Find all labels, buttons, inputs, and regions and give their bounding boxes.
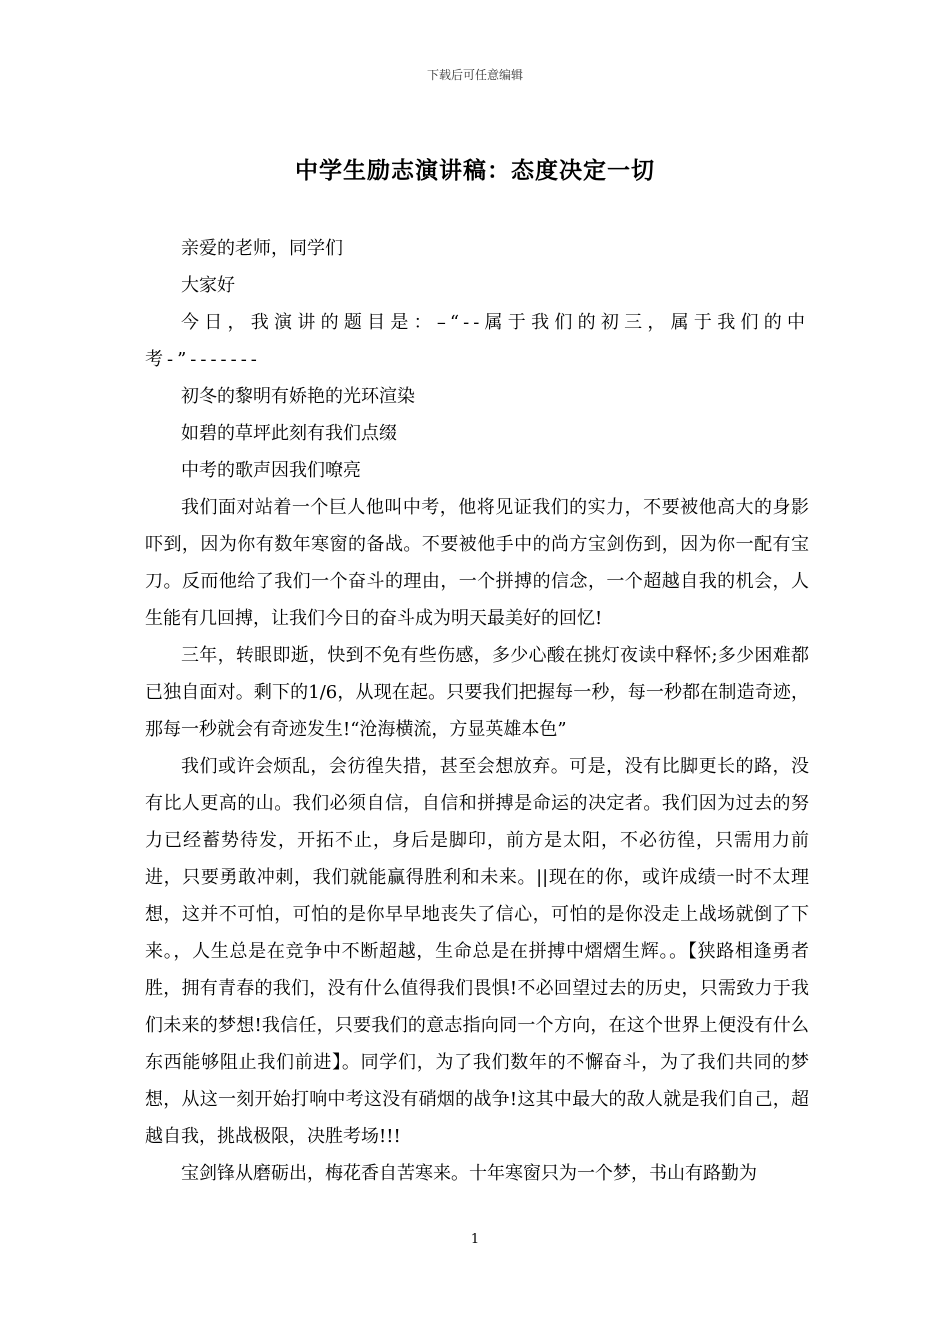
paragraph-poem-line-3: 中考的歌声因我们嘹亮 xyxy=(181,460,361,481)
paragraph-hello: 大家好 xyxy=(181,275,235,296)
paragraph-poem-line-1: 初冬的黎明有娇艳的光环渲染 xyxy=(181,386,415,407)
paragraph-poem-line-2: 如碧的草坪此刻有我们点缀 xyxy=(181,423,397,444)
paragraph-greeting: 亲爱的老师，同学们 xyxy=(181,238,343,259)
document-title: 中学生励志演讲稿：态度决定一切 xyxy=(295,158,655,184)
paragraph-giant: 我们面对站着一个巨人他叫中考，他将见证我们的实力，不要被他高大的身影吓到，因为你有数年寒窗的备战。不要被他手中的尚方宝剑伤到，因为你一配有宝刀。反而他给了我们一个奋斗的理由，一个拼搏的信念，一个超越自我的机会，人生能有几回搏，让我们今日的奋斗成为明天最美好的回忆! xyxy=(145,497,809,629)
header-note: 下载后可任意编辑 xyxy=(426,68,523,82)
page-number: 1 xyxy=(470,1232,480,1247)
paragraph-three-years: 三年，转眼即逝，快到不免有些伤感，多少心酸在挑灯夜读中释怀;多少困难都已独自面对。剩下的1/6，从现在起。只要我们把握每一秒，每一秒都在制造奇迹，那每一秒就会有奇迹发生!“沧海横流，方显英雄本色” xyxy=(145,645,809,740)
paragraph-confidence: 我们或许会烦乱，会彷徨失措，甚至会想放弃。可是，没有比脚更长的路，没有比人更高的山。我们必须自信，自信和拼搏是命运的决定者。我们因为过去的努力已经蓄势待发，开拓不止，身后是脚印，前方是太阳，不必彷徨，只需用力前进，只要勇敢冲刺，我们就能赢得胜利和未来。||现在的你，或许成绩一时不太理想，这并不可怕，可怕的是你早早地丧失了信心，可怕的是你没走上战场就倒了下来。，人生总是在竞争中不断超越，生命总是在拼搏中熠熠生辉。。【狭路相逢勇者胜，拥有青春的我们，没有什么值得我们畏惧!不必回望过去的历史，只需致力于我们未来的梦想!我信任，只要我们的意志指向同一个方向，在这个世界上便没有什么东西能够阻止我们前进】。同学们，为了我们数年的不懈奋斗，为了我们共同的梦想，从这一刻开始打响中考这没有硝烟的战争!这其中最大的敌人就是我们自己，超越自我，挑战极限，决胜考场!!! xyxy=(145,756,809,1147)
paragraph-sword: 宝剑锋从磨砺出，梅花香自苦寒来。十年寒窗只为一个梦，书山有路勤为 xyxy=(181,1163,757,1184)
paragraph-topic: 今日，我演讲的题目是：–“--属于我们的初三，属于我们的中考-”------- xyxy=(145,312,809,370)
document-body xyxy=(145,230,809,1192)
